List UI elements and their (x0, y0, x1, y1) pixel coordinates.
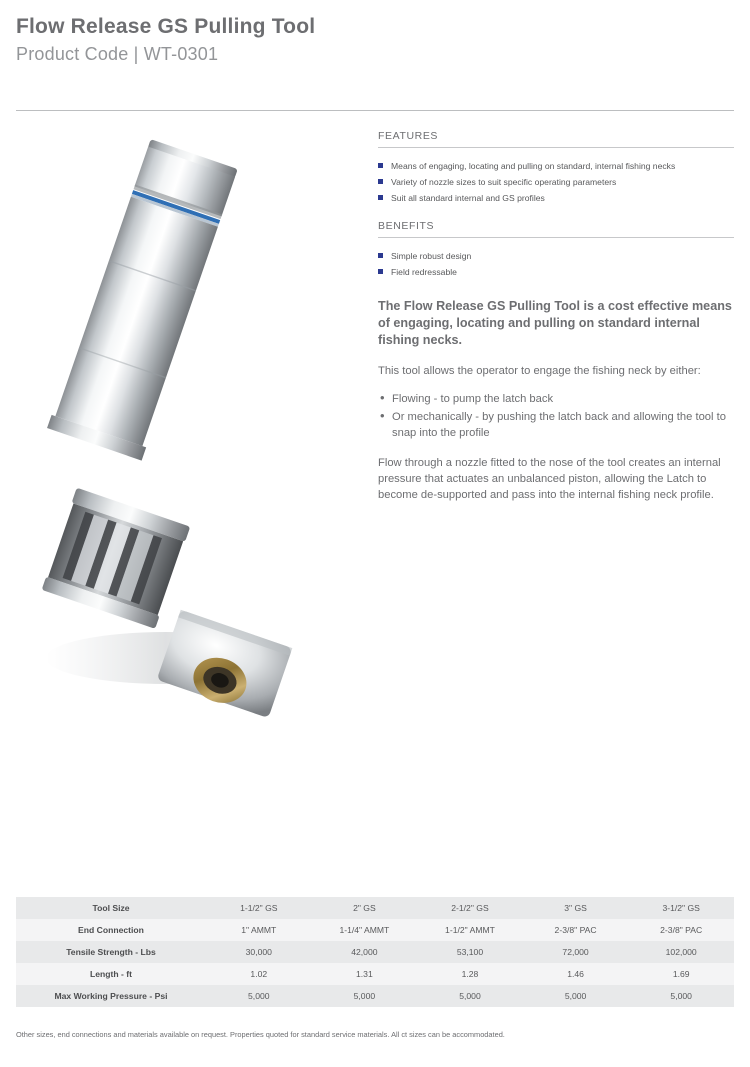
benefits-heading: BENEFITS (378, 220, 435, 232)
product-code: Product Code | WT-0301 (16, 44, 219, 64)
features-divider (378, 147, 734, 148)
description-lead: The Flow Release GS Pulling Tool is a cost effective means of engaging, locating and pulling on standard internal fishing necks. (378, 299, 732, 347)
table-cell: 1.31 (312, 963, 418, 985)
table-cell: 3-1/2" GS (628, 897, 734, 919)
table-cell: 42,000 (312, 941, 418, 963)
table-cell: 72,000 (523, 941, 629, 963)
table-cell: 2-1/2" GS (417, 897, 523, 919)
description-paragraph-1: This tool allows the operator to engage the fishing neck by either: (378, 365, 701, 377)
list-item: Simple robust design (378, 248, 734, 264)
footnote: Other sizes, end connections and materials available on request. Properties quoted for standard service materials. All ct sizes can be accommodated. (16, 1030, 505, 1039)
product-image-panel (16, 128, 346, 748)
table-cell: 1.02 (206, 963, 312, 985)
flow-release-gs-pulling-tool-illustration (16, 128, 346, 748)
table-cell: 2" GS (312, 897, 418, 919)
features-heading: FEATURES (378, 130, 439, 142)
list-item: Means of engaging, locating and pulling on standard, internal fishing necks (378, 158, 734, 174)
list-item: • Or mechanically - by pushing the latch back and allowing the tool to snap into the profile (378, 409, 734, 441)
table-cell: 5,000 (206, 985, 312, 1007)
table-cell: 1.69 (628, 963, 734, 985)
content-column (378, 130, 734, 503)
table-cell: 5,000 (523, 985, 629, 1007)
table-cell: 2-3/8" PAC (628, 919, 734, 941)
benefits-divider (378, 237, 734, 238)
row-label: Tensile Strength - Lbs (16, 941, 206, 963)
benefits-list (378, 248, 734, 280)
list-item: • Flowing - to pump the latch back (378, 391, 734, 407)
features-list (378, 158, 734, 206)
page-title: Flow Release GS Pulling Tool (16, 15, 316, 38)
table-cell: 1-1/2" GS (206, 897, 312, 919)
row-label: Length - ft (16, 963, 206, 985)
list-item: Suit all standard internal and GS profiles (378, 190, 734, 206)
table-row (16, 897, 734, 919)
description-bullets (378, 391, 734, 441)
table-row (16, 919, 734, 941)
table-cell: 5,000 (312, 985, 418, 1007)
row-label: Tool Size (16, 897, 206, 919)
table-cell: 1.28 (417, 963, 523, 985)
document-header (16, 14, 734, 66)
specification-table (16, 897, 734, 1007)
header-divider (16, 110, 734, 111)
table-cell: 53,100 (417, 941, 523, 963)
table-cell: 5,000 (628, 985, 734, 1007)
table-cell: 5,000 (417, 985, 523, 1007)
table-cell: 102,000 (628, 941, 734, 963)
table-cell: 2-3/8" PAC (523, 919, 629, 941)
table-cell: 30,000 (206, 941, 312, 963)
table-row (16, 941, 734, 963)
row-label: End Connection (16, 919, 206, 941)
row-label: Max Working Pressure - Psi (16, 985, 206, 1007)
table-cell: 1-1/2" AMMT (417, 919, 523, 941)
table-cell: 3" GS (523, 897, 629, 919)
description-paragraph-2: Flow through a nozzle fitted to the nose of the tool creates an internal pressure that actuates an unbalanced piston, allowing the Latch to become de-supported and pass into the internal fishing neck profile. (378, 457, 721, 501)
list-item: Variety of nozzle sizes to suit specific operating parameters (378, 174, 734, 190)
table-cell: 1" AMMT (206, 919, 312, 941)
table-row (16, 985, 734, 1007)
list-item: Field redressable (378, 264, 734, 280)
table-cell: 1.46 (523, 963, 629, 985)
table-cell: 1-1/4" AMMT (312, 919, 418, 941)
table-row (16, 963, 734, 985)
